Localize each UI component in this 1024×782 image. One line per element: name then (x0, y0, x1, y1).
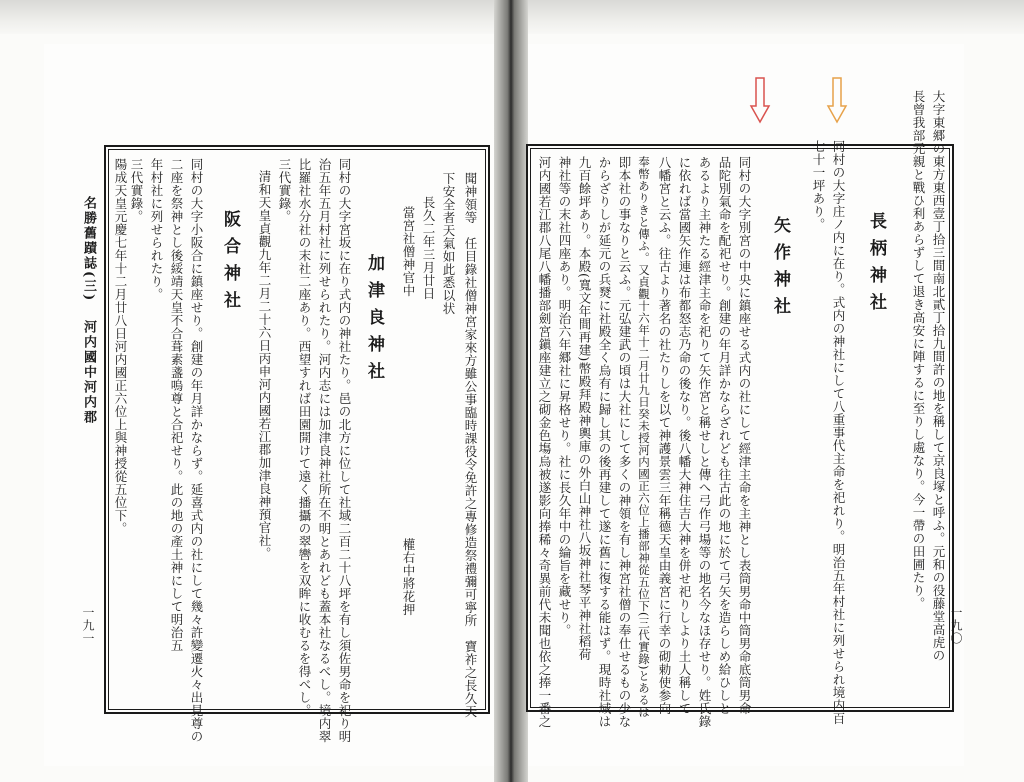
left-page-number: 一九一 (81, 606, 95, 645)
right-line-14: 河内國若江郡八尾八幡播部劍宮鎭座建立之砌金色塲烏被遂影向捧稀々奇異前代未聞也依之捧一番之 (537, 156, 552, 728)
heading-sakaai-shrine: 阪合神社 (220, 210, 240, 318)
heading-nagae-shrine: 長柄神社 (866, 212, 886, 320)
right-line-13: 神社等の末社四座あり。明治六年郷社に昇格せり。社に長久年中の綸旨を藏せり。 (557, 156, 572, 637)
left-line-11: 二座を祭神とし後綏靖天皇不合葺素盞嗚尊と合祀せり。此の地の產土神にして明治五 (169, 158, 184, 652)
right-line-12: 九百餘坪あり。本殿(寬文年間再建)幣殿拜殿神輿庫の外白山神社八坂神社琴平神社稻荷 (577, 156, 592, 661)
right-line-3: 七十一坪あり。 (811, 140, 826, 231)
left-line-13: 三代實錄。 (129, 158, 144, 223)
left-line-1: 下安全者天氣如此悉以状 (441, 172, 456, 315)
right-line-6: あるより主神たる經津主命を祀りて矢作宮と稱せしと傳へ弓作弓場等の地名今なほ存せり。姓氏錄 (697, 156, 712, 728)
left-line-8: 三代實錄。 (277, 158, 292, 223)
heading-yahagi-shrine: 矢作神社 (770, 216, 790, 324)
right-line-0: 大字東郷の東方東西壹丁拾三間南北貳丁拾九間許の地を稱して京良塚と呼ふ。元和の役藤堂高虎の (931, 90, 946, 662)
book-gutter (494, 0, 528, 782)
left-line-6: 治五年五月村社に列せられたり。河内志には加津良神社所在不明とあれども蓋本社なるべし。境内翠 (317, 158, 332, 743)
orange-arrow-path (828, 78, 846, 122)
right-line-11: からざりしが延元の兵燹に社殿全く烏有に歸し其の後再建して遂に舊に復する能はず。現時社域は (597, 156, 612, 728)
right-line-5: 品陀別氣命を配祀せり。創建の年月詳かならざれども往古此の地に於て弓矢を造らしめ給ひしと (717, 156, 732, 715)
right-line-10: 即本社の事なりと云ふ。元弘建武の頃は大社にして多くの神領を有し神宮社僧の奉仕せるもの少な (617, 156, 632, 728)
left-line-0: 聞神領等 任目錄社僧神宮家來方雖公事臨時課役令免許之專修造祭禮彌可寧所 寶祚之長久天 (463, 172, 478, 718)
right-line-4: 同村の大字別宮の中央に鎮座せる式内の社にして經津主命を主神とし表筒男命中筒男命底筒男命 (737, 156, 752, 715)
right-line-9: 奉幣ありきと傳ふ。又貞觀十六年十二月廿九日癸未授河内國正六位上播部神從五位下(三代實錄)とあるは (637, 156, 651, 718)
left-line-10: 同村の大字小阪合に鎮座せり。創建の年月詳かならず。延喜式内の社にして幾々許變遷火々出見尊の (189, 158, 204, 743)
right-line-2: 同村の大字庄ノ内に在り。式内の神社にして八重事代主命を祀れり。明治五年村社に列せられ境内百 (831, 140, 846, 725)
orange-arrow-icon (826, 76, 848, 126)
left-line-9: 清和天皇貞觀九年二月二十六日丙申河内國若江郡加津良神預官社。 (257, 170, 272, 560)
running-header-district: 河内國中河内郡 (81, 320, 96, 425)
red-arrow-path (751, 78, 769, 122)
left-line-4: 權右中將花押 (401, 538, 416, 616)
right-page-number: 一九〇 (949, 606, 963, 645)
right-line-1: 長曾我部元親と戰ひ利あらずして退き高安に陣するに至りし處なり。今一帶の田圃たり。 (911, 90, 926, 610)
left-line-14: 陽成天皇元慶七年十二月廿八日河内國正六位上與神授從五位下。 (113, 158, 128, 535)
right-line-7: に依れば當國矢作連は布都怒志乃命の後なり。後八幡大神住吉大神を併せ祀りしより土人稱して (677, 156, 692, 715)
left-line-5: 同村の大字宮坂に在り式内の神社たり。邑の北方に位して社域二百二十八坪を有し須佐男命を祀り明 (337, 158, 352, 743)
heading-katsura-shrine: 加津良神社 (364, 254, 384, 389)
running-header-series: 名勝舊蹟誌(三) (81, 196, 96, 303)
left-line-12: 年村社に列せられたり。 (149, 158, 164, 301)
red-arrow-icon (749, 76, 771, 126)
right-line-8: 八幡宮と云ふ。往古より著名の社たりしを以て神護景雲三年稱德天皇由義宮に行幸の砌勅使参向 (657, 156, 672, 715)
left-line-3: 當宮社僧神官中 (401, 206, 416, 297)
left-line-7: 比羅社水分社の末社二座あり。西望すれば田園開けて遠く播攝の翠轡を双眸に收むるを得べし。 (297, 158, 312, 717)
left-line-2: 長久二年三月廿日 (421, 196, 436, 300)
